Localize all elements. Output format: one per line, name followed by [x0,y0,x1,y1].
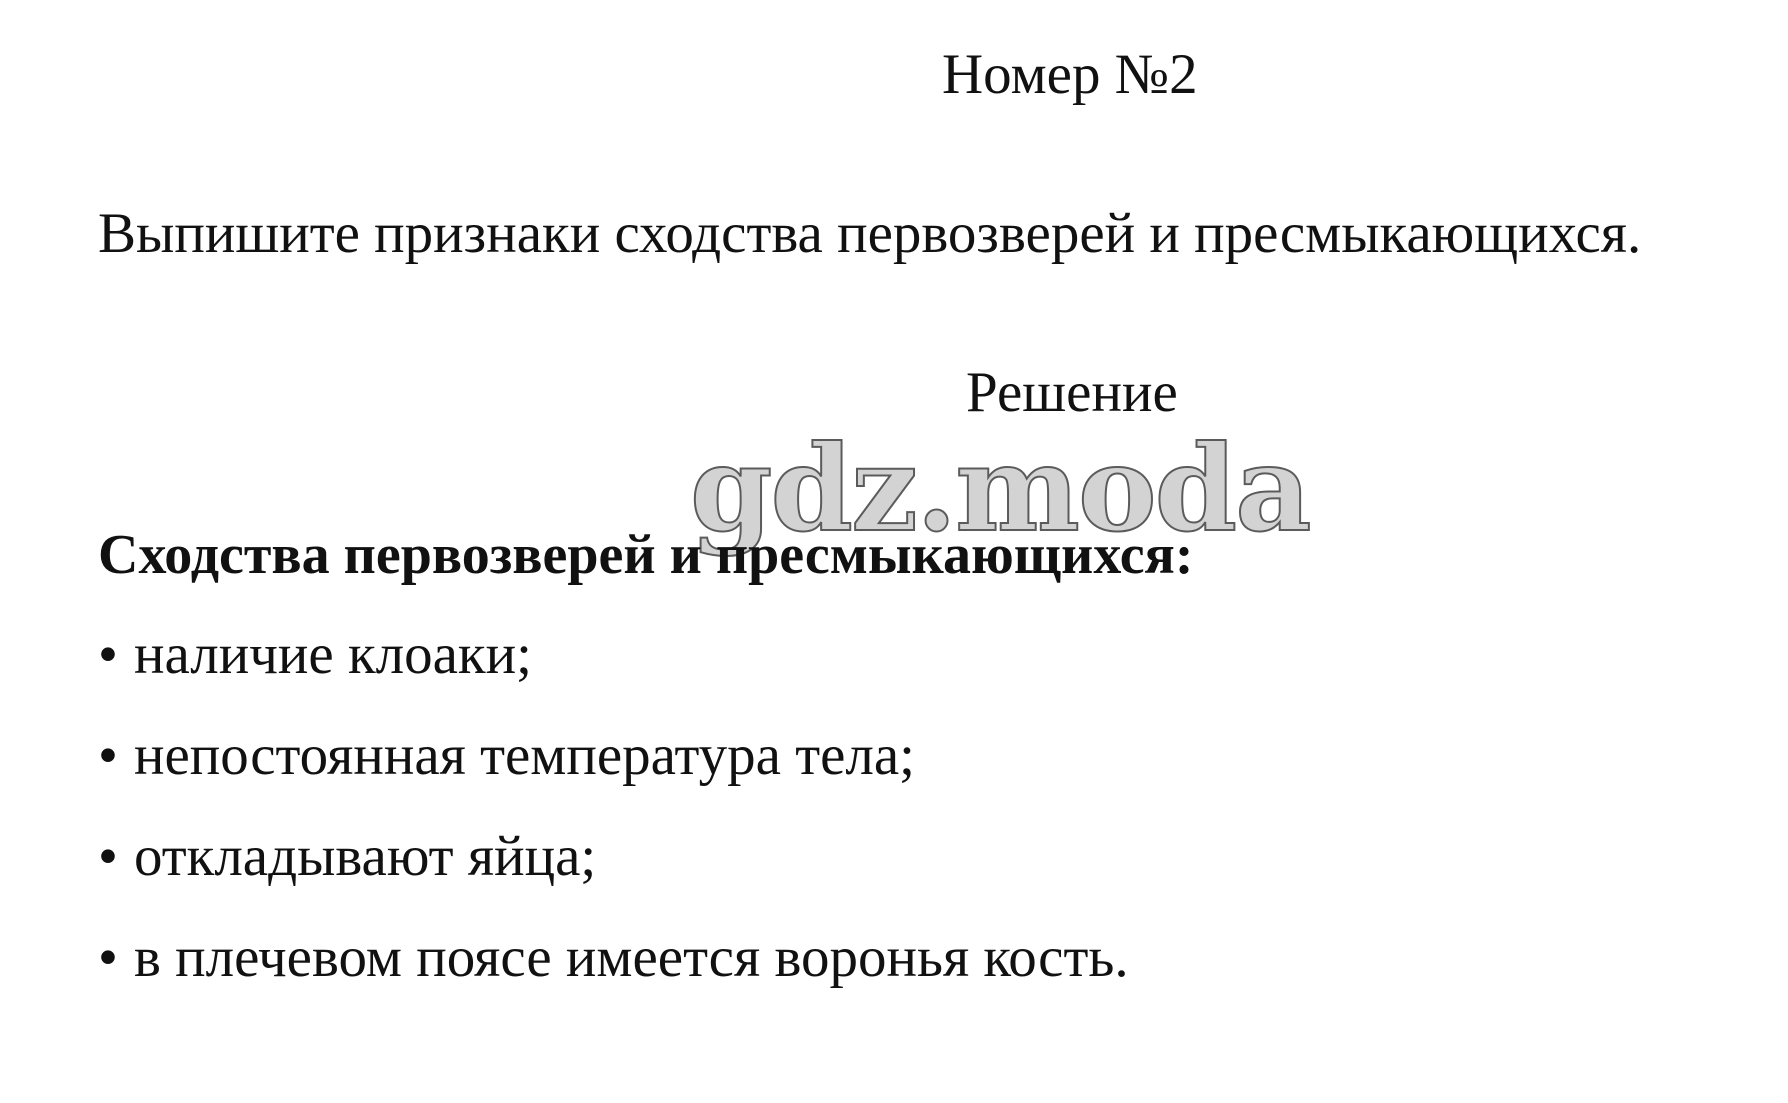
list-item-text: непостоянная температура тела; [134,724,915,787]
watermark-logo: gdz.moda [690,419,1310,558]
list-item [98,623,1129,727]
bullet-icon: • [98,724,118,787]
list-item-text: наличие клоаки; [134,623,532,686]
list-item-text: откладывают яйца; [134,825,597,888]
answer-title: Сходства первозверей и пресмыкающихся: [98,524,1194,586]
bullet-icon: • [98,623,118,686]
task-number-heading: Номер №2 [942,43,1198,106]
solution-heading: Решение [966,361,1178,424]
list-item-text: в плечевом поясе имеется воронья кость. [134,926,1129,989]
answer-list [98,623,1129,1030]
task-text: Выпишите признаки сходства первозверей и пресмыкающихся. [98,202,1642,265]
bullet-icon: • [98,926,118,989]
list-item [98,724,1129,828]
list-item [98,825,1129,929]
bullet-icon: • [98,825,118,888]
list-item [98,926,1129,1030]
